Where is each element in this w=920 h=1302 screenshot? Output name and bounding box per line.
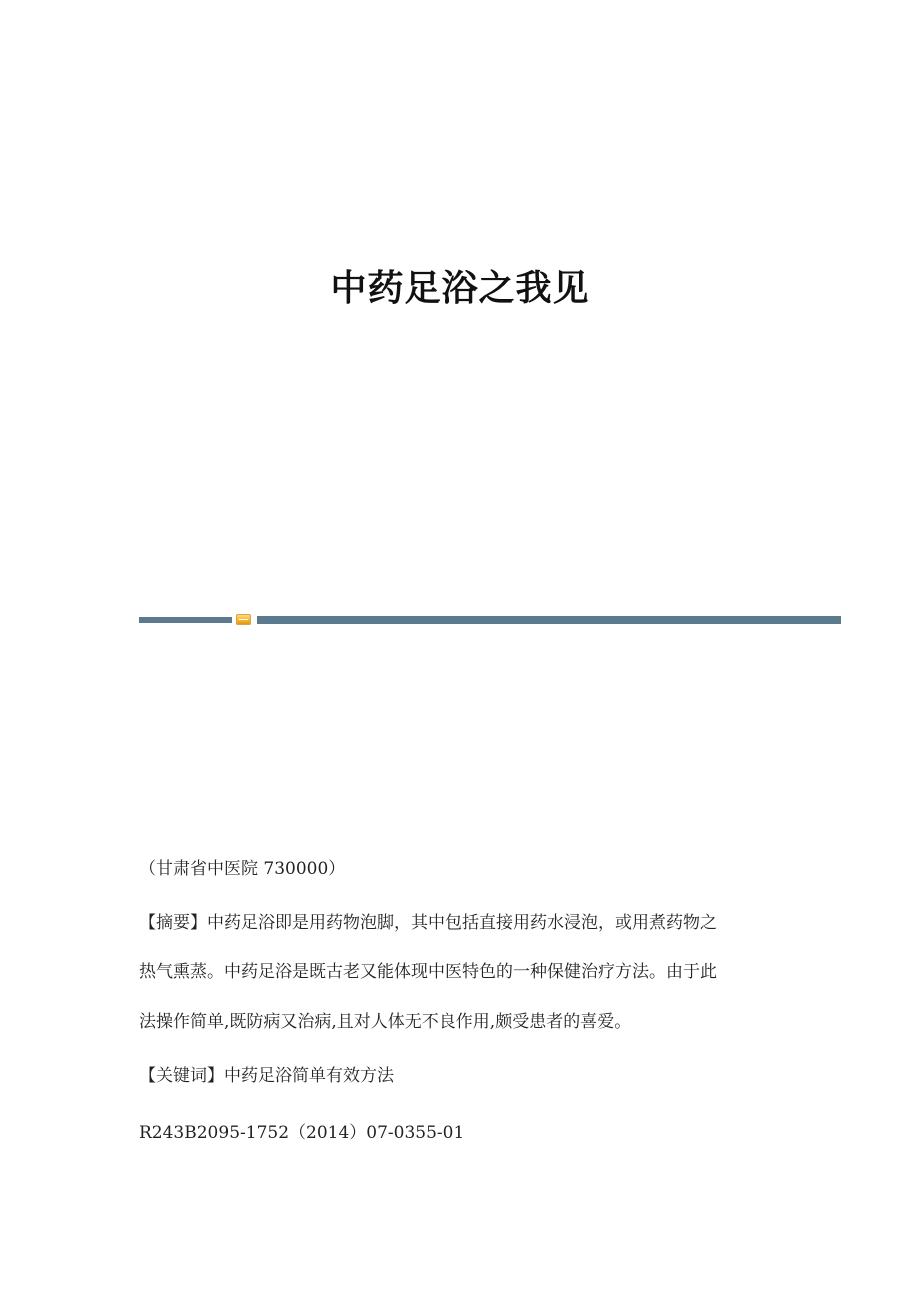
divider-left-bar [139, 617, 232, 623]
author-affiliation: （甘肃省中医院 730000） [139, 859, 346, 879]
abstract-line: 法操作简单,既防病又治病,且对人体无不良作用,颇受患者的喜爱。 [139, 1012, 632, 1032]
abstract-line: 【摘要】中药足浴即是用药物泡脚，其中包括直接用药水浸泡，或用煮药物之 [139, 913, 717, 933]
keywords: 【关键词】中药足浴简单有效方法 [139, 1066, 394, 1086]
classification-code: R243B2095-1752（2014）07-0355-01 [139, 1123, 465, 1143]
abstract-line: 热气熏蒸。中药足浴是既古老又能体现中医特色的一种保健治疗方法。由于此 [139, 962, 717, 982]
divider-right-bar [257, 616, 841, 624]
document-icon [236, 614, 251, 625]
document-title: 中药足浴之我见 [330, 267, 590, 309]
